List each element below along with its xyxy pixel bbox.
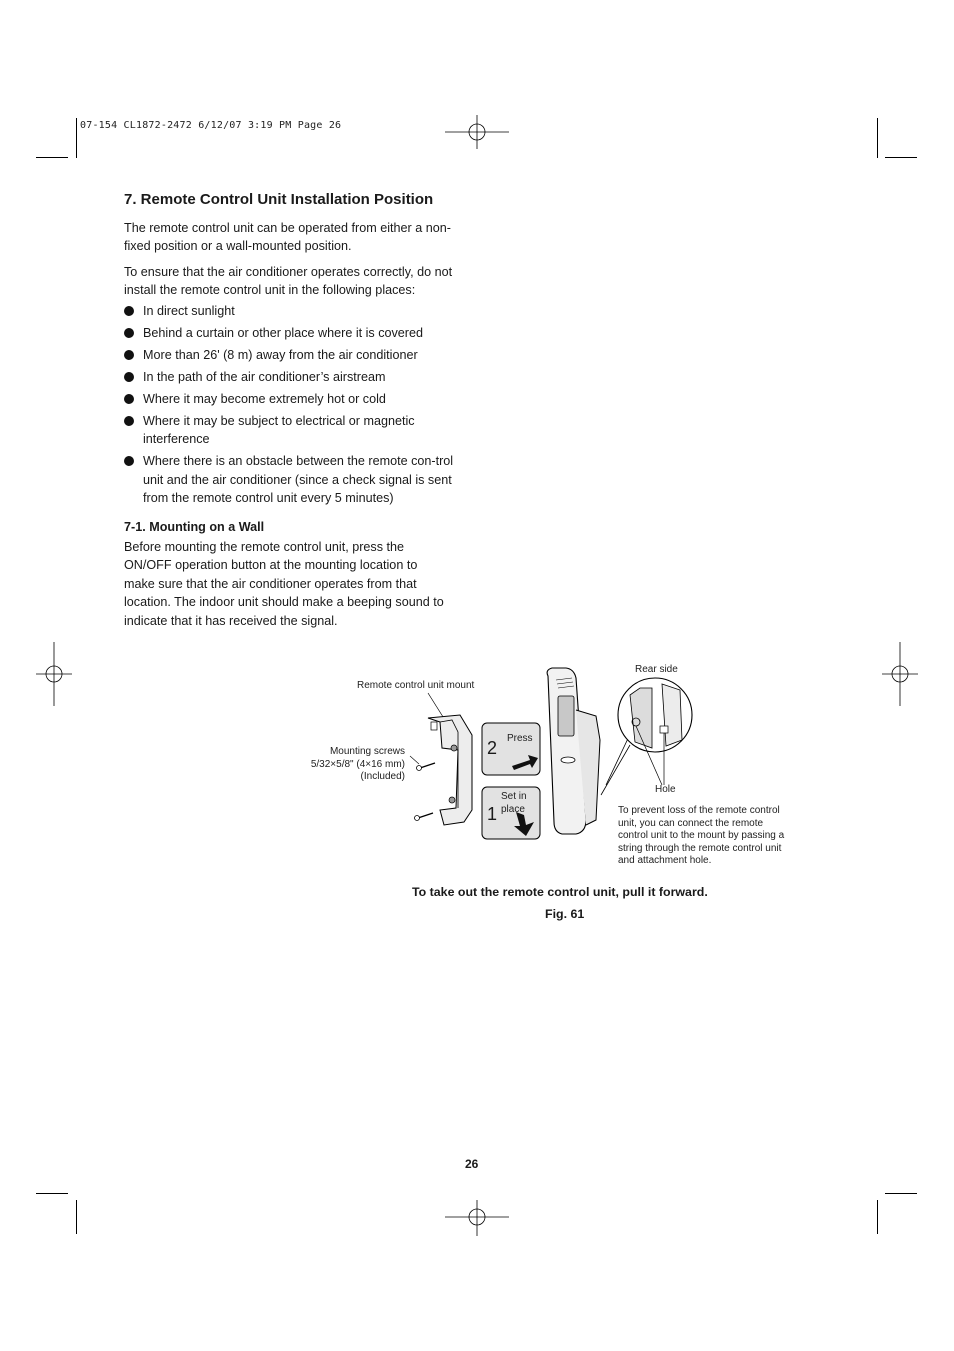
intro-paragraph: The remote control unit can be operated from either a non-fixed position or a wall-mounted position.	[124, 221, 451, 254]
registration-mark-bottom	[445, 1200, 509, 1236]
list-item: Where it may become extremely hot or cold	[124, 390, 454, 408]
list-item: Behind a curtain or other place where it is covered	[124, 324, 454, 342]
bullet-icon	[124, 328, 134, 338]
step-1-label: Set in place	[501, 791, 527, 815]
rear-side-label: Rear side	[635, 664, 678, 675]
registration-mark-left	[36, 642, 72, 706]
page-number: 26	[465, 1157, 479, 1171]
bullet-icon	[124, 456, 134, 466]
hole-label: Hole	[655, 784, 676, 795]
figure-caption: To take out the remote control unit, pull it forward.	[412, 885, 708, 899]
step-1-number: 1	[487, 804, 498, 824]
list-item: In direct sunlight	[124, 302, 454, 320]
bullet-icon	[124, 416, 134, 426]
crop-mark	[877, 1200, 878, 1234]
section-heading: 7. Remote Control Unit Installation Position	[124, 191, 434, 208]
figure-number: Fig. 61	[545, 907, 585, 921]
print-slug: 07-154 CL1872-2472 6/12/07 3:19 PM Page 26	[80, 120, 342, 131]
crop-mark	[885, 1193, 917, 1194]
bullet-icon	[124, 306, 134, 316]
crop-mark	[885, 157, 917, 158]
crop-mark	[76, 1200, 77, 1234]
crop-mark	[877, 118, 878, 158]
subsection-paragraph: Before mounting the remote control unit, press the ON/OFF operation button at the mounting location to make sure that the air conditioner operates from that location. The indoor unit should make a beeping sound to indicate that it has received the signal.	[124, 540, 444, 628]
list-item: More than 26' (8 m) away from the air conditioner	[124, 346, 454, 364]
crop-mark	[36, 1193, 68, 1194]
registration-mark-top	[445, 115, 509, 155]
list-item: Where there is an obstacle between the remote con-trol unit and the air conditioner (since a check signal is sent from the remote control unit every 5 minutes)	[124, 452, 454, 507]
bullet-icon	[124, 394, 134, 404]
registration-mark-right	[882, 642, 918, 706]
warning-paragraph: To ensure that the air conditioner operates correctly, do not install the remote control unit in the following places:	[124, 265, 453, 298]
screws-label: Mounting screws 5/32×5/8" (4×16 mm) (Included)	[310, 746, 405, 783]
crop-mark	[36, 157, 68, 158]
step-2-number: 2	[487, 738, 498, 758]
mount-label: Remote control unit mount	[357, 680, 475, 691]
subsection-heading: 7-1. Mounting on a Wall	[124, 520, 265, 534]
list-item: In the path of the air conditioner’s airstream	[124, 368, 454, 386]
placement-restrictions-list	[124, 302, 454, 511]
crop-mark	[76, 118, 77, 158]
bullet-icon	[124, 350, 134, 360]
step-2-label: Press	[507, 733, 533, 744]
bullet-icon	[124, 372, 134, 382]
string-note: To prevent loss of the remote control unit, you can connect the remote control unit to the mount by passing a string through the remote control unit and attachment hole.	[618, 805, 785, 867]
list-item: Where it may be subject to electrical or magnetic interference	[124, 412, 454, 449]
